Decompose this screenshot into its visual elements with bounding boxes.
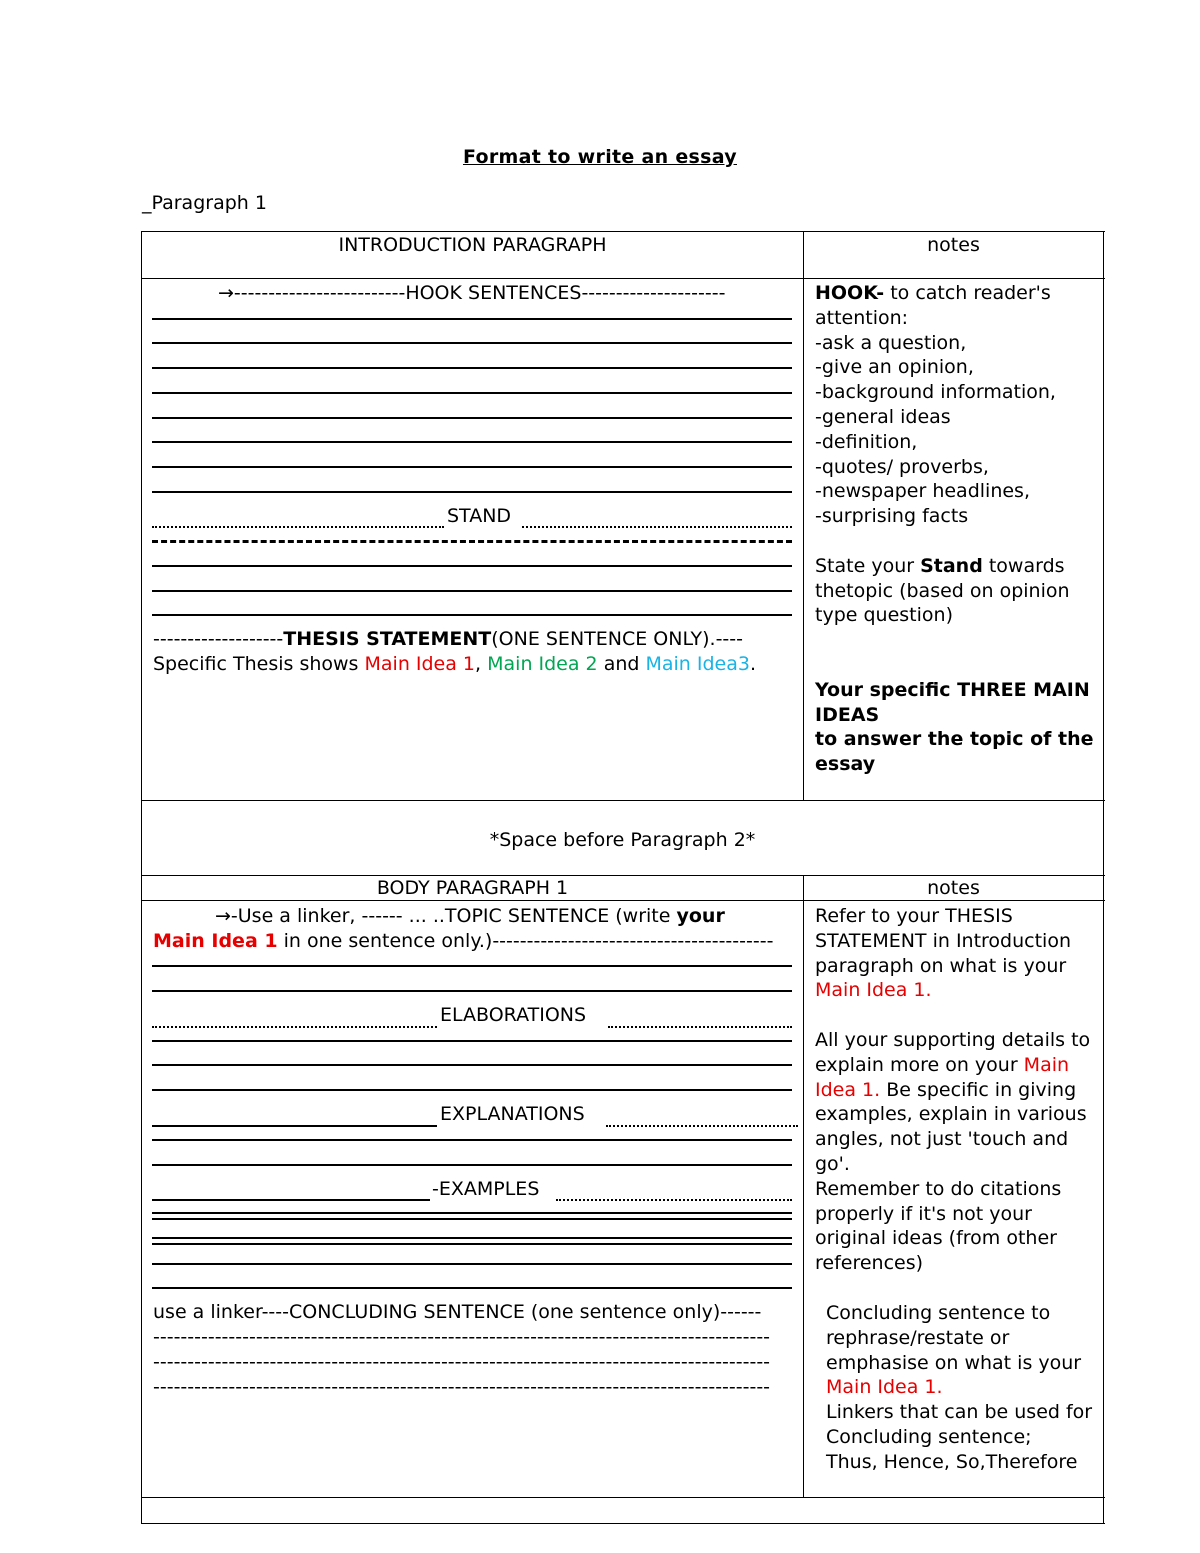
- examples-label: -EXAMPLES: [432, 1178, 540, 1200]
- body1-notes-header: notes: [927, 877, 980, 899]
- thesis-statement-line: -------------------THESIS STATEMENT(ONE SENTENCE ONLY).----: [153, 628, 743, 650]
- hook-sentences-line: →-------------------------HOOK SENTENCES---------------------: [218, 282, 726, 304]
- paragraph-label: _Paragraph 1: [142, 192, 267, 214]
- concluding-dash-line-3: ------------------------------------------------------------------------------------------: [153, 1376, 771, 1398]
- elaborations-dots-right: [608, 1026, 792, 1028]
- stand-dots-left: [152, 526, 444, 528]
- body1-notes-text: Refer to your THESIS STATEMENT in Introduction paragraph on what is your Main Idea 1. All your supporting details to explain more on your Main Idea 1. Be specific in giving examples, explain in various angles, not just 'touch and go'. Remember to do citations properly if it's not your original ideas (from other references): [815, 905, 1091, 1275]
- examples-dots-right: [556, 1199, 792, 1201]
- concluding-dash-line-2: ------------------------------------------------------------------------------------------: [153, 1351, 771, 1373]
- examples-line-left: [152, 1199, 430, 1201]
- concluding-dash-line-1: ------------------------------------------------------------------------------------------: [153, 1326, 771, 1348]
- body1-header: BODY PARAGRAPH 1: [376, 877, 569, 899]
- intro-header: INTRODUCTION PARAGRAPH: [338, 234, 607, 256]
- stand-label: STAND: [447, 505, 512, 527]
- space-before-paragraph-2: *Space before Paragraph 2*: [489, 829, 756, 851]
- stand-dash-line: [152, 540, 792, 543]
- concluding-sentence-line: use a linker----CONCLUDING SENTENCE (one sentence only)------: [153, 1301, 762, 1323]
- main-idea-3: Main Idea3: [645, 653, 750, 675]
- explanations-label: EXPLANATIONS: [440, 1103, 585, 1125]
- intro-notes-header: notes: [927, 234, 980, 256]
- main-idea-1: Main Idea 1: [364, 653, 476, 675]
- topic-sentence-line-1: →-Use a linker, ------ ... ..TOPIC SENTENCE (write your: [215, 905, 725, 927]
- main-idea-2: Main Idea 2: [487, 653, 598, 675]
- explanations-dots-right: [606, 1125, 798, 1127]
- stand-dots-right: [522, 526, 792, 528]
- document-title: Format to write an essay: [462, 146, 737, 168]
- explanations-line-left: [152, 1125, 437, 1127]
- elaborations-label: ELABORATIONS: [440, 1004, 587, 1026]
- elaborations-dots-left: [152, 1026, 437, 1028]
- body1-concluding-notes: Concluding sentence to rephrase/restate or emphasise on what is your Main Idea 1. Linkers that can be used for Concluding sentence; Thus, Hence, So,Therefore: [826, 1302, 1093, 1473]
- intro-notes-text: HOOK- to catch reader's attention: -ask a question, -give an opinion, -background information, -general ideas -definition, -quotes/ proverbs, -newspaper headlines, -surprising facts State your Stand towards thetopic (based on opinion type question) Your specific THREE MAIN IDEAS to answer the topic of the essay: [815, 282, 1094, 776]
- topic-sentence-line-2: Main Idea 1 in one sentence only.)-----------------------------------------: [153, 930, 774, 952]
- specific-thesis-line: Specific Thesis shows Main Idea 1, Main Idea 2 and Main Idea3.: [153, 653, 757, 675]
